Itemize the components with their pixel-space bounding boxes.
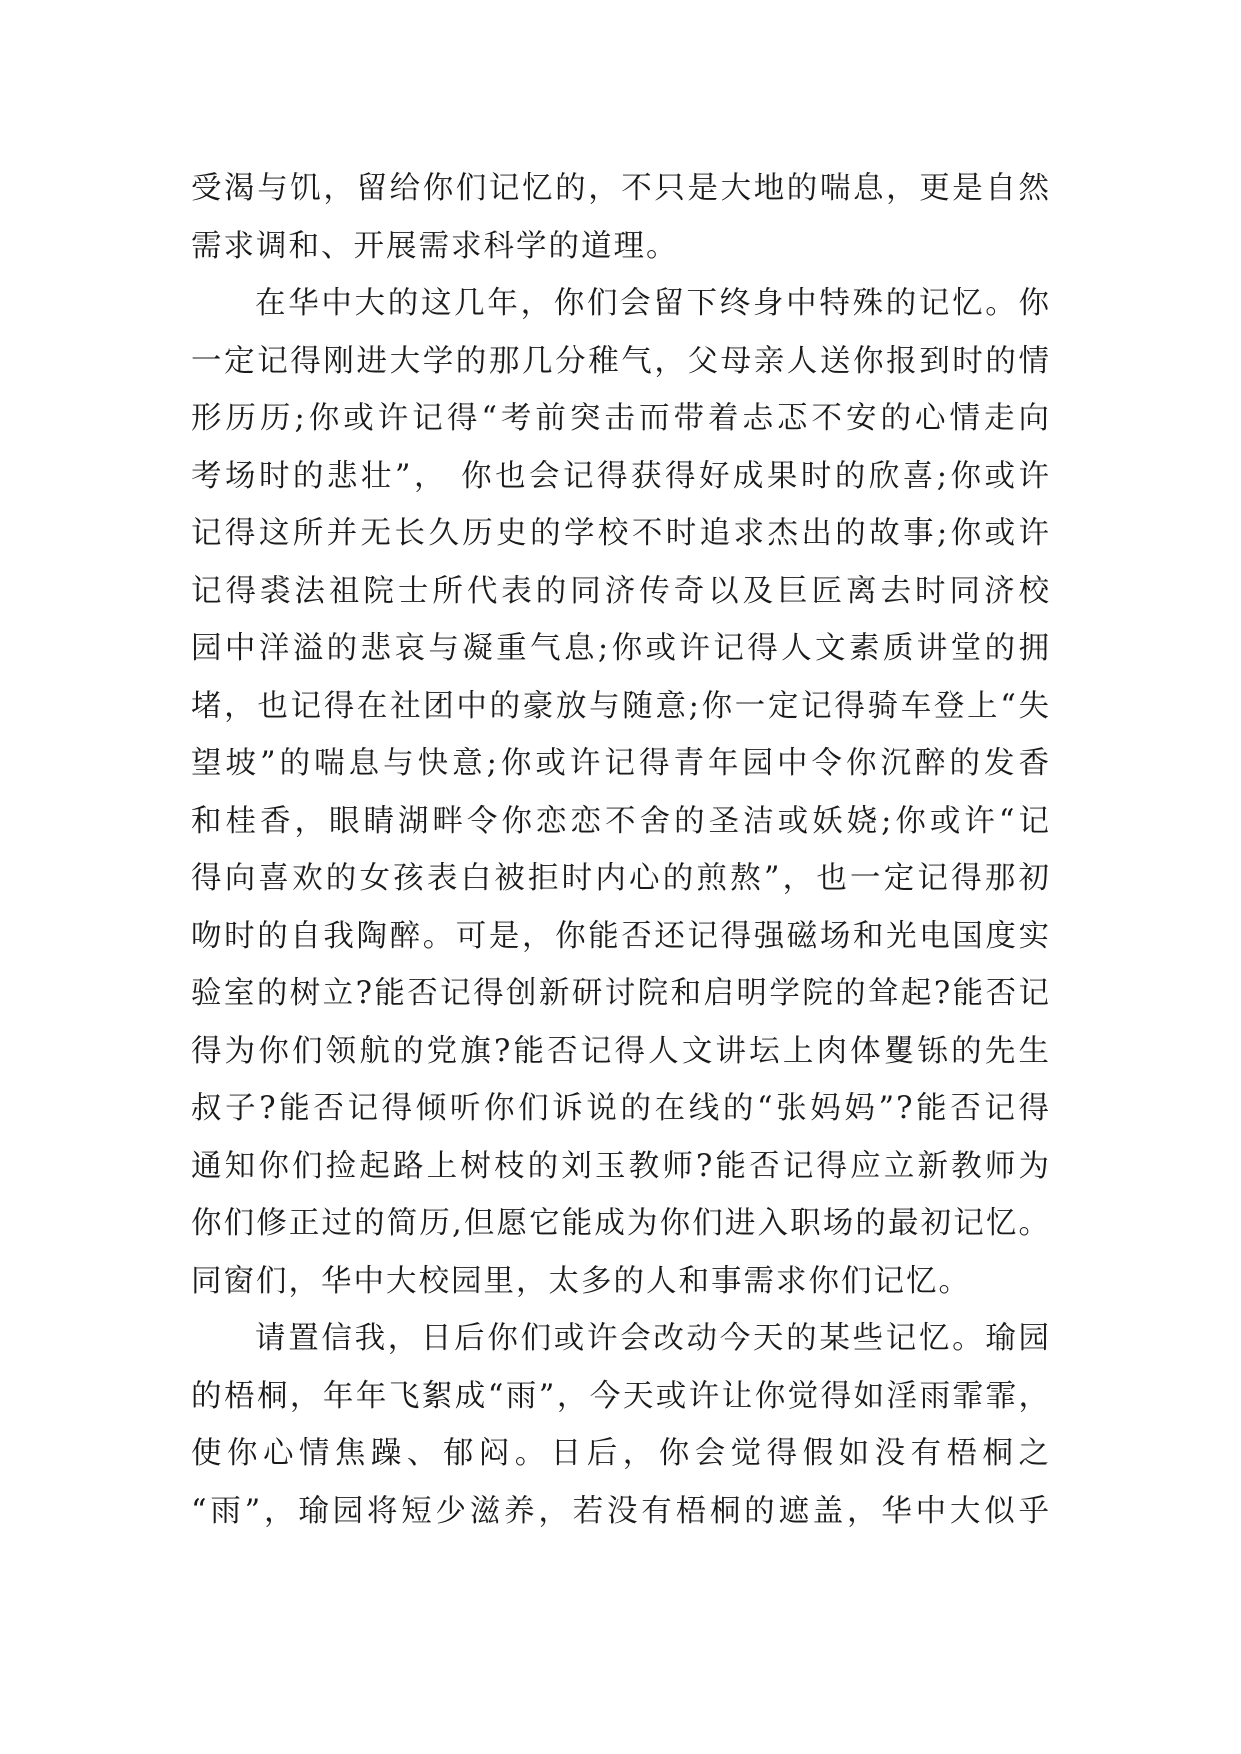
text-line: 考场时的悲壮”， 你也会记得获得好成果时的欣喜;你或许 (191, 458, 1051, 494)
paragraph-start-line: 请置信我，日后你们或许会改动今天的某些记忆。瑜园 (255, 1321, 1051, 1356)
text-line: 使你心情焦躁、郁闷。日后，你会觉得假如没有梧桐之 (191, 1436, 1051, 1471)
text-line: 吻时的自我陶醉。可是，你能否还记得强磁场和光电国度实 (191, 918, 1051, 954)
text-line: 一定记得刚进大学的那几分稚气，父母亲人送你报到时的情 (191, 343, 1051, 379)
text-line: 的梧桐，年年飞絮成“雨”，今天或许让你觉得如淫雨霏霏， (191, 1378, 1051, 1414)
text-line: 园中洋溢的悲哀与凝重气息;你或许记得人文素质讲堂的拥 (191, 631, 1051, 666)
text-line: “雨”，瑜园将短少滋养，若没有梧桐的遮盖，华中大似乎 (191, 1493, 1051, 1529)
text-line: 同窗们，华中大校园里，太多的人和事需求你们记忆。 (191, 1263, 971, 1299)
text-line: 得为你们领航的党旗?能否记得人文讲坛上肉体矍铄的先生 (191, 1033, 1051, 1069)
text-line: 受渴与饥，留给你们记忆的，不只是大地的喘息，更是自然 (191, 171, 1051, 206)
text-line: 形历历;你或许记得“考前突击而带着忐忑不安的心情走向 (191, 401, 1051, 436)
text-line: 记得裘法祖院士所代表的同济传奇以及巨匠离去时同济校 (191, 573, 1051, 609)
text-line: 通知你们捡起路上树枝的刘玉教师?能否记得应立新教师为 (191, 1148, 1051, 1184)
text-line: 验室的树立?能否记得创新研讨院和启明学院的耸起?能否记 (191, 976, 1051, 1011)
text-line: 你们修正过的简历,但愿它能成为你们进入职场的最初记忆。 (191, 1206, 1051, 1241)
text-line: 望坡”的喘息与快意;你或许记得青年园中令你沉醉的发香 (191, 746, 1051, 781)
paragraph-start-line: 在华中大的这几年，你们会留下终身中特殊的记忆。你 (255, 286, 1051, 321)
text-line: 需求调和、开展需求科学的道理。 (191, 228, 679, 264)
body-text (191, 160, 1051, 1540)
text-line: 叔子?能否记得倾听你们诉说的在线的“张妈妈”?能否记得 (191, 1091, 1051, 1126)
text-line: 得向喜欢的女孩表白被拒时内心的煎熬”，也一定记得那初 (191, 861, 1051, 896)
text-line: 和桂香，眼睛湖畔令你恋恋不舍的圣洁或妖娆;你或许“记 (191, 803, 1051, 839)
text-line: 堵，也记得在社团中的豪放与随意;你一定记得骑车登上“失 (191, 688, 1051, 724)
text-line: 记得这所并无长久历史的学校不时追求杰出的故事;你或许 (191, 516, 1051, 551)
